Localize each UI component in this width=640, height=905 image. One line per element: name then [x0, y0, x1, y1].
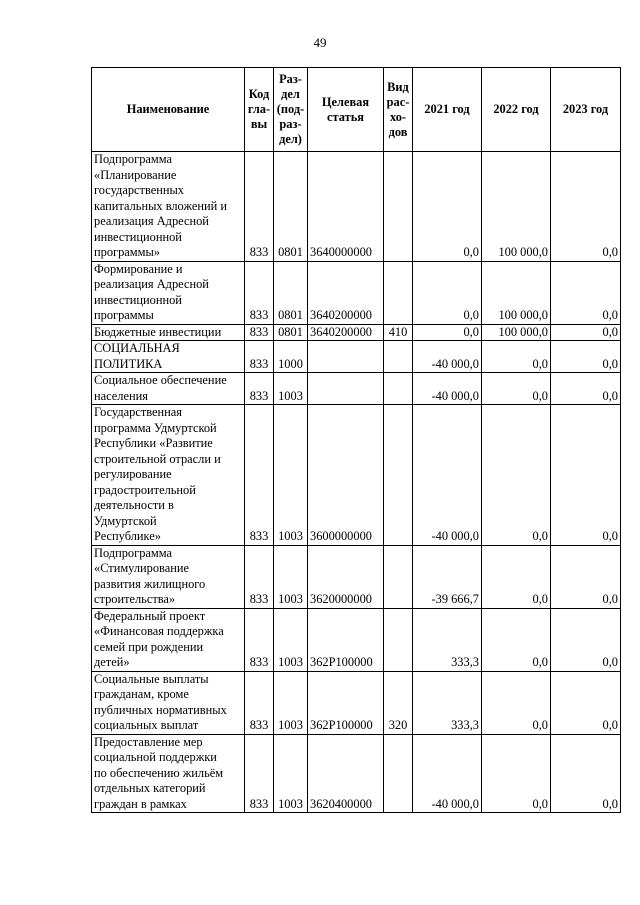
row-name-line: Подпрограмма: [94, 152, 172, 166]
header-line: Раз-: [279, 72, 302, 86]
row-name-line: программы: [94, 308, 154, 322]
header-line: гла-: [247, 102, 271, 116]
table-row: [92, 608, 621, 671]
amount-2023: 0,0: [551, 405, 621, 546]
expense-kind: [384, 261, 413, 324]
amount-2023: 0,0: [551, 152, 621, 262]
header-line: (под-: [276, 102, 305, 116]
table-row: [92, 324, 621, 341]
table-row: [92, 261, 621, 324]
row-name-line: граждан в рамках: [94, 796, 187, 811]
header-line: Код: [248, 87, 270, 101]
row-name: [92, 545, 245, 608]
row-name-line: публичных нормативных: [94, 702, 227, 717]
table-row: [92, 545, 621, 608]
section-code: 1003: [274, 608, 308, 671]
chapter-code: 833: [245, 324, 274, 341]
header-line: рас-: [386, 94, 410, 109]
table-header-row: [92, 68, 621, 152]
table-row: [92, 671, 621, 734]
row-name-line: государственных: [94, 183, 185, 197]
amount-2022: 100 000,0: [482, 324, 551, 341]
amount-2022: 0,0: [482, 341, 551, 373]
amount-2022: 0,0: [482, 608, 551, 671]
row-name-line: реализация Адресной: [94, 214, 209, 228]
row-name: [92, 405, 245, 546]
expense-kind: [384, 152, 413, 262]
row-name-line: СОЦИАЛЬНАЯ: [94, 341, 180, 355]
row-name-line: Подпрограмма: [94, 545, 172, 560]
row-name-line: Социальное обеспечение: [94, 373, 227, 387]
chapter-code: 833: [245, 152, 274, 262]
table-row: [92, 152, 621, 262]
row-name: [92, 341, 245, 373]
target-article: 3640200000: [308, 324, 384, 341]
target-article: 3640000000: [308, 152, 384, 262]
row-name-line: реализация Адресной: [94, 277, 209, 291]
amount-2023: 0,0: [551, 671, 621, 734]
row-name-line: «Стимулирование: [94, 561, 189, 575]
chapter-code: 833: [245, 341, 274, 373]
amount-2023: 0,0: [551, 545, 621, 608]
expense-kind: [384, 405, 413, 546]
row-name-line: «Финансовая поддержка: [94, 624, 224, 638]
section-code: 1003: [274, 671, 308, 734]
row-name-line: программы»: [94, 245, 161, 259]
section-code: 0801: [274, 152, 308, 262]
chapter-code: 833: [245, 261, 274, 324]
row-name-line: Республики «Развитие: [94, 436, 213, 450]
amount-2021: 0,0: [413, 261, 482, 324]
chapter-code: 833: [245, 373, 274, 405]
expense-kind: 410: [384, 324, 413, 341]
row-name: [92, 324, 245, 341]
header-line: Вид: [387, 79, 409, 94]
target-article: 3620400000: [308, 734, 384, 813]
expense-kind: [384, 608, 413, 671]
row-name-line: по обеспечению жильём: [94, 765, 224, 780]
section-code: 1000: [274, 341, 308, 373]
row-name-line: детей»: [94, 655, 130, 669]
target-article: [308, 341, 384, 373]
amount-2022: 0,0: [482, 734, 551, 813]
chapter-code: 833: [245, 671, 274, 734]
target-article: 3600000000: [308, 405, 384, 546]
row-name-line: Социальные выплаты: [94, 671, 209, 686]
header-line: дел: [281, 87, 300, 101]
amount-2021: 333,3: [413, 671, 482, 734]
header-section: [274, 68, 308, 152]
row-name-line: гражданам, кроме: [94, 687, 189, 701]
header-line: вы: [250, 117, 268, 131]
amount-2023: 0,0: [551, 261, 621, 324]
amount-2021: -40 000,0: [413, 373, 482, 405]
amount-2022: 0,0: [482, 545, 551, 608]
target-article: 362P100000: [308, 671, 384, 734]
budget-table: [91, 67, 621, 813]
target-article: 362P100000: [308, 608, 384, 671]
header-target-article: [308, 68, 384, 152]
header-line: хо-: [389, 109, 407, 124]
row-name-line: социальных выплат: [94, 718, 199, 732]
amount-2022: 100 000,0: [482, 152, 551, 262]
header-year-2022: 2022 год: [482, 68, 551, 152]
amount-2023: 0,0: [551, 341, 621, 373]
row-name: [92, 734, 245, 813]
row-name-line: Формирование и: [94, 261, 183, 276]
row-name-line: социальной поддержки: [94, 750, 217, 764]
amount-2023: 0,0: [551, 608, 621, 671]
table-row: [92, 373, 621, 405]
chapter-code: 833: [245, 608, 274, 671]
amount-2022: 100 000,0: [482, 261, 551, 324]
table-row: [92, 734, 621, 813]
header-line: статья: [327, 109, 364, 124]
section-code: 1003: [274, 373, 308, 405]
row-name-line: Федеральный проект: [94, 608, 206, 623]
amount-2023: 0,0: [551, 373, 621, 405]
row-name-line: строительной отрасли и: [94, 451, 221, 466]
section-code: 0801: [274, 324, 308, 341]
header-line: дел): [279, 132, 302, 146]
row-name-line: Предоставление мер: [94, 734, 203, 749]
row-name-line: программа Удмуртской: [94, 420, 217, 435]
amount-2021: -40 000,0: [413, 734, 482, 813]
chapter-code: 833: [245, 734, 274, 813]
row-name-line: деятельности в: [94, 498, 174, 512]
row-name-line: Бюджетные инвестиции: [94, 324, 222, 339]
header-name: Наименование: [92, 68, 245, 152]
row-name-line: «Планирование: [94, 167, 177, 182]
header-line: раз-: [279, 117, 302, 131]
chapter-code: 833: [245, 545, 274, 608]
amount-2021: -40 000,0: [413, 341, 482, 373]
expense-kind: 320: [384, 671, 413, 734]
amount-2022: 0,0: [482, 405, 551, 546]
table-row: [92, 341, 621, 373]
row-name: [92, 671, 245, 734]
amount-2022: 0,0: [482, 671, 551, 734]
expense-kind: [384, 545, 413, 608]
header-line: дов: [388, 124, 408, 139]
section-code: 0801: [274, 261, 308, 324]
amount-2023: 0,0: [551, 734, 621, 813]
row-name: [92, 261, 245, 324]
expense-kind: [384, 734, 413, 813]
target-article: 3620000000: [308, 545, 384, 608]
header-line: Целевая: [321, 94, 370, 109]
header-chapter-code: [245, 68, 274, 152]
amount-2023: 0,0: [551, 324, 621, 341]
target-article: [308, 373, 384, 405]
row-name-line: отдельных категорий: [94, 781, 206, 795]
amount-2021: 0,0: [413, 324, 482, 341]
amount-2021: -39 666,7: [413, 545, 482, 608]
amount-2021: -40 000,0: [413, 405, 482, 546]
header-year-2023: 2023 год: [551, 68, 621, 152]
table-row: [92, 405, 621, 546]
row-name-line: Республике»: [94, 529, 161, 543]
amount-2021: 333,3: [413, 608, 482, 671]
row-name-line: строительства»: [94, 592, 176, 606]
target-article: 3640200000: [308, 261, 384, 324]
section-code: 1003: [274, 405, 308, 546]
section-code: 1003: [274, 545, 308, 608]
row-name-line: инвестиционной: [94, 229, 182, 244]
row-name: [92, 152, 245, 262]
row-name-line: Удмуртской: [94, 513, 157, 528]
row-name-line: инвестиционной: [94, 292, 182, 307]
row-name-line: Государственная: [94, 405, 182, 419]
row-name-line: семей при рождении: [94, 639, 204, 654]
row-name-line: капитальных вложений и: [94, 198, 227, 213]
row-name-line: градостроительной: [94, 482, 196, 497]
row-name: [92, 608, 245, 671]
amount-2022: 0,0: [482, 373, 551, 405]
section-code: 1003: [274, 734, 308, 813]
row-name-line: населения: [94, 388, 148, 403]
header-year-2021: 2021 год: [413, 68, 482, 152]
row-name-line: регулирование: [94, 467, 172, 481]
chapter-code: 833: [245, 405, 274, 546]
row-name: [92, 373, 245, 405]
page-number: 49: [313, 35, 327, 50]
row-name-line: развития жилищного: [94, 576, 206, 591]
amount-2021: 0,0: [413, 152, 482, 262]
row-name-line: ПОЛИТИКА: [94, 356, 163, 371]
header-expense-kind: [384, 68, 413, 152]
expense-kind: [384, 373, 413, 405]
expense-kind: [384, 341, 413, 373]
